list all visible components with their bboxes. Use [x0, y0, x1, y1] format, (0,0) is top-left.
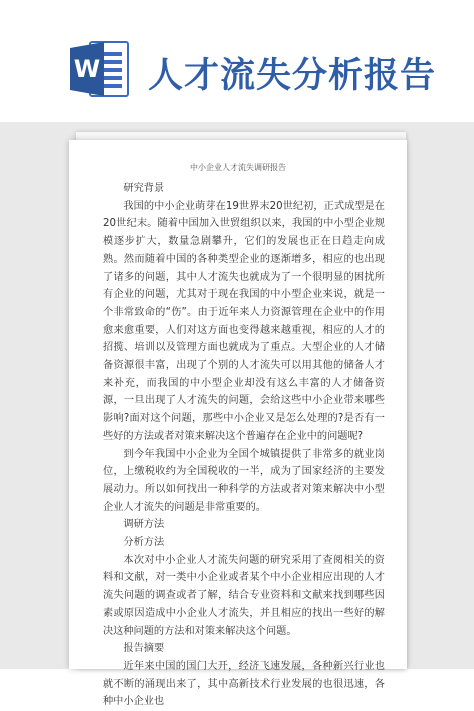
- section-heading-analysis-method: 分析方法: [123, 537, 165, 549]
- section-heading-survey-method: 调研方法: [123, 519, 165, 531]
- svg-text:W: W: [73, 55, 101, 83]
- banner: [0, 0, 474, 112]
- word-document-icon: [68, 38, 130, 100]
- paragraph-summary: 近年来中国的国门大开，经济飞速发展，各种新兴行业也就不断的涌现出来了，其中高新技术行业发展的也很迅速，各种中小企业也: [103, 660, 385, 708]
- document-body: [103, 180, 385, 711]
- paragraph-method: 本次对中小企业人才流失问题的研究采用了查阅相关的资料和文献，对一类中小企业或者某个中小企业相应出现的人才流失问题的调查或者了解，结合专业资料和文献来找到哪些因素或原因造成中小企业人才流失，并且相应的找出一些好的解决这种问题的方法和对策来解决这个问题。: [103, 554, 385, 637]
- document-header: 中小企业人才流失调研报告: [190, 163, 286, 172]
- document-page: [69, 140, 407, 708]
- section-heading-background: 研究背景: [123, 183, 165, 194]
- paragraph-background: 我国的中小企业萌芽在19世界末20世纪初，正式成型是在20世纪末。随着中国加入世贸组织以来，我国的中小型企业规模逐步扩大，数量急剧攀升，它们的发展也正在日趋走向成熟。然而随着中国的各种类型企业的逐渐增多，相应的也出现了诸多的问题，其中人才流失也就成为了一个很明显的困扰所有企业的问题，尤其对于现在我国的中小型企业来说，就是一个非常致命的“伤”。由于近年来人力资源管理在企业中的作用愈来愈重要，人们对这方面也变得越来越重视，相应的人才的招揽、培训以及管理方面也就成为了重点。大型企业的人才储备资源很丰富，出现了个别的人才流失可以用其他的储备人才来补充，而我国的中小型企业却没有这么丰富的人才储备资源，一旦出现了人才流失的问题，会给这些中小企业带来哪些影响?面对这个问题，那些中小企业又是怎么处理的?是否有一些好的方法或者对策来解决这个普遍存在企业中的问题呢?: [103, 200, 385, 442]
- section-heading-summary: 报告摘要: [123, 643, 165, 655]
- paragraph-employment: 到今年我国中小企业为全国个城镇提供了非常多的就业岗位，上缴税收约为全国税收的一半，成为了国家经济的主要发展动力。所以如何找出一种科学的方法或者对策来解决中小型企业人才流失的问题是非常重要的。: [103, 448, 385, 513]
- banner-title: 人才流失分析报告: [148, 56, 437, 96]
